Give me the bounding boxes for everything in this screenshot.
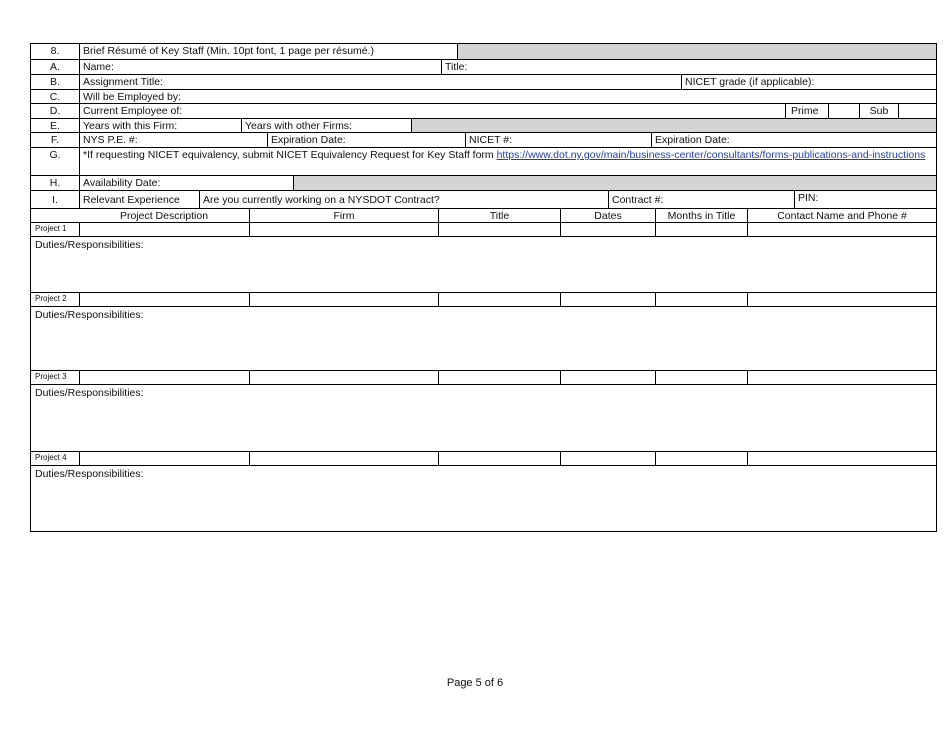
project-description-cell[interactable] <box>79 371 249 384</box>
nicet-expiration-field[interactable]: Expiration Date: <box>651 133 936 147</box>
current-employee-field[interactable]: Current Employee of: <box>79 104 785 118</box>
title-field[interactable]: Title: <box>441 60 936 74</box>
relevant-experience-label: Relevant Experience <box>79 191 199 208</box>
dates-cell[interactable] <box>560 371 655 384</box>
years-other-firms-field[interactable]: Years with other Firms: <box>241 119 411 132</box>
project-label: Project 4 <box>35 453 67 462</box>
col-firm: Firm <box>249 209 438 222</box>
row-d <box>30 104 937 119</box>
nicet-grade-field[interactable]: NICET grade (if applicable): <box>681 75 936 89</box>
row-number: A. <box>50 61 60 73</box>
dates-cell[interactable] <box>560 293 655 306</box>
col-contact-name-phone: Contact Name and Phone # <box>747 209 936 222</box>
assignment-title-field[interactable]: Assignment Title: <box>79 75 681 89</box>
project-row <box>30 452 937 466</box>
firm-cell[interactable] <box>249 452 438 465</box>
row-number: I. <box>52 194 58 206</box>
prime-checkbox[interactable] <box>828 104 860 118</box>
duties-label: Duties/Responsibilities: <box>35 239 144 251</box>
nicet-note <box>79 148 936 175</box>
project-label: Project 1 <box>35 224 67 233</box>
row-number: B. <box>50 76 60 88</box>
firm-cell[interactable] <box>249 371 438 384</box>
firm-cell[interactable] <box>249 223 438 236</box>
col-title: Title <box>438 209 560 222</box>
gray-fill <box>293 176 936 190</box>
project-row <box>30 223 937 237</box>
resume-form <box>30 43 937 532</box>
months-cell[interactable] <box>655 452 747 465</box>
row-number: C. <box>49 91 61 103</box>
nicet-note-text: *If requesting NICET equivalency, submit NICET Equivalency Request for Key Staff form <box>83 149 497 161</box>
years-this-firm-field[interactable]: Years with this Firm: <box>79 119 241 132</box>
sub-label: Sub <box>869 105 889 117</box>
duties-label: Duties/Responsibilities: <box>35 309 144 321</box>
row-number: D. <box>49 105 61 117</box>
row-h <box>30 176 937 191</box>
pe-expiration-field[interactable]: Expiration Date: <box>267 133 465 147</box>
row-8 <box>30 43 937 60</box>
nysdot-contract-question: Are you currently working on a NYSDOT Contract? <box>199 191 608 208</box>
prime-label: Prime <box>785 104 828 118</box>
project-label: Project 2 <box>35 294 67 303</box>
pe-number-field[interactable]: NYS P.E. #: <box>79 133 267 147</box>
row-number: 8. <box>50 45 60 57</box>
contact-cell[interactable] <box>747 293 936 306</box>
section-heading: Brief Résumé of Key Staff (Min. 10pt font, 1 page per résumé.) <box>79 44 457 59</box>
project-row <box>30 371 937 385</box>
project-description-cell[interactable] <box>79 223 249 236</box>
title-cell[interactable] <box>438 293 560 306</box>
title-cell[interactable] <box>438 452 560 465</box>
row-number: G. <box>49 149 61 161</box>
col-project-description: Project Description <box>119 210 209 222</box>
duties-block[interactable] <box>30 307 937 371</box>
title-cell[interactable] <box>438 371 560 384</box>
col-dates: Dates <box>560 209 655 222</box>
contract-number-field[interactable]: Contract #: <box>608 191 794 208</box>
title-cell[interactable] <box>438 223 560 236</box>
row-b <box>30 75 937 90</box>
duties-block[interactable] <box>30 237 937 293</box>
dates-cell[interactable] <box>560 223 655 236</box>
sub-checkbox[interactable] <box>898 104 938 118</box>
project-column-header <box>30 209 937 223</box>
months-cell[interactable] <box>655 223 747 236</box>
row-number: F. <box>50 134 60 146</box>
contact-cell[interactable] <box>747 452 936 465</box>
dates-cell[interactable] <box>560 452 655 465</box>
availability-date-field[interactable]: Availability Date: <box>79 176 293 190</box>
duties-label: Duties/Responsibilities: <box>35 468 144 480</box>
row-f <box>30 133 937 148</box>
row-g <box>30 148 937 176</box>
employed-by-field[interactable]: Will be Employed by: <box>79 90 936 103</box>
col-months-in-title: Months in Title <box>655 209 747 222</box>
contact-cell[interactable] <box>747 371 936 384</box>
row-a <box>30 60 937 75</box>
firm-cell[interactable] <box>249 293 438 306</box>
row-e <box>30 119 937 133</box>
name-field[interactable]: Name: <box>79 60 441 74</box>
duties-label: Duties/Responsibilities: <box>35 387 144 399</box>
project-label: Project 3 <box>35 372 67 381</box>
gray-fill <box>411 119 936 132</box>
row-c <box>30 90 937 104</box>
duties-block[interactable] <box>30 466 937 532</box>
project-description-cell[interactable] <box>79 293 249 306</box>
project-row <box>30 293 937 307</box>
pin-field[interactable]: PIN: <box>794 191 936 208</box>
gray-fill <box>457 44 936 59</box>
row-number: H. <box>49 177 61 189</box>
project-description-cell[interactable] <box>79 452 249 465</box>
nicet-form-link[interactable]: https://www.dot.ny.gov/main/business-center/consultants/forms-publications-and-instructions <box>496 149 926 161</box>
row-i <box>30 191 937 209</box>
nicet-number-field[interactable]: NICET #: <box>465 133 651 147</box>
duties-block[interactable] <box>30 385 937 452</box>
page-number: Page 5 of 6 <box>446 677 504 689</box>
months-cell[interactable] <box>655 293 747 306</box>
row-number: E. <box>50 120 60 132</box>
months-cell[interactable] <box>655 371 747 384</box>
contact-cell[interactable] <box>747 223 936 236</box>
